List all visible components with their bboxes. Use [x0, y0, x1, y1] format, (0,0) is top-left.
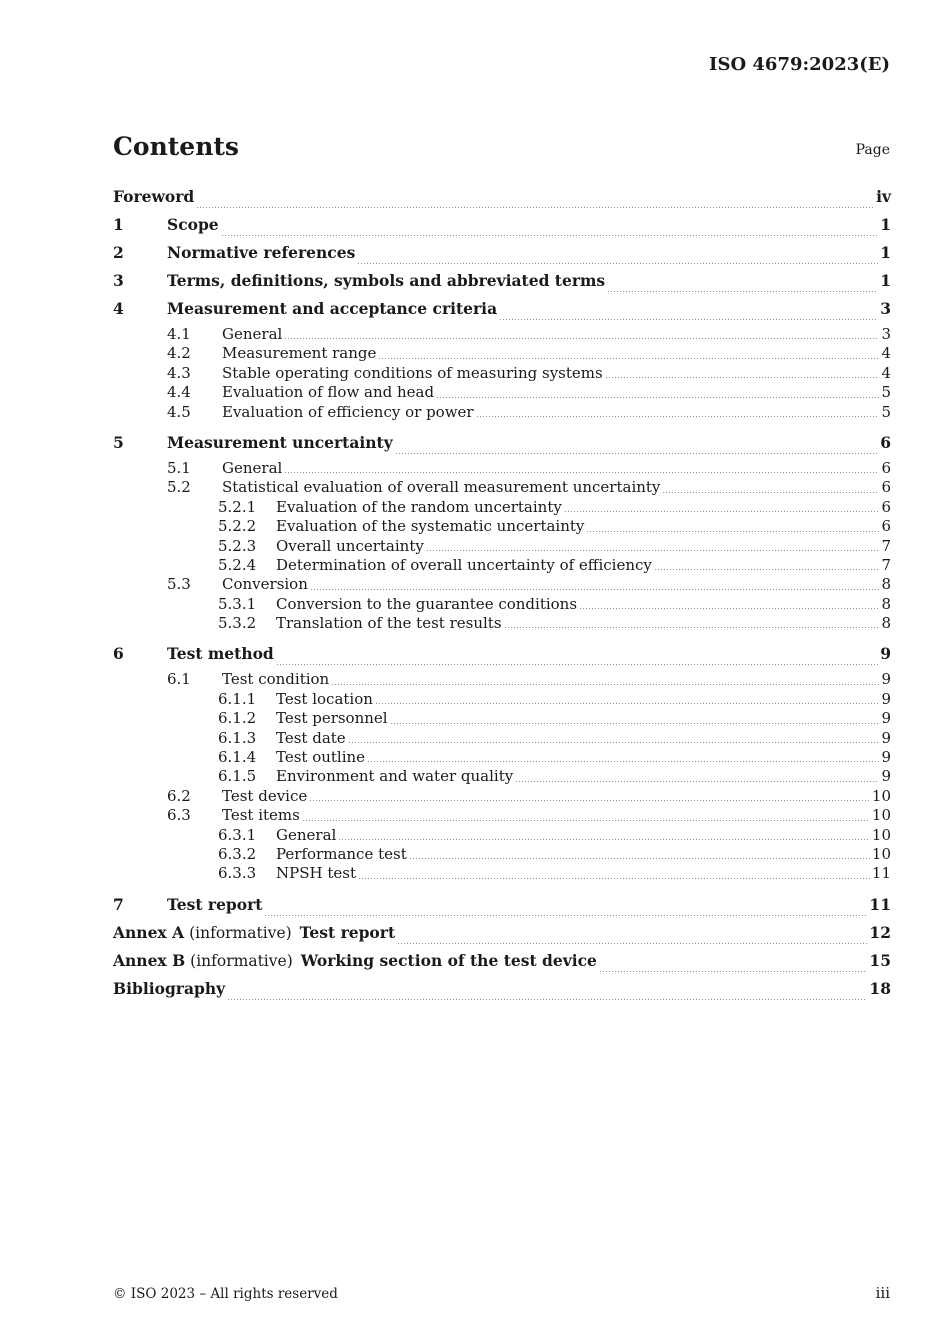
dot-leader	[504, 627, 880, 628]
toc-entry-title: Test report	[167, 894, 263, 914]
toc-entry-title: Statistical evaluation of overall measurement uncertainty	[222, 478, 661, 497]
toc-entry-title: Conversion to the guarantee conditions	[276, 594, 578, 613]
toc-entry-page: 9	[880, 644, 891, 664]
toc-entry-page: 9	[881, 670, 891, 689]
toc-entry-number: 5.3.2	[218, 614, 257, 633]
dot-leader	[196, 207, 874, 208]
toc-entry[interactable]	[113, 845, 891, 864]
toc-entry[interactable]	[113, 537, 891, 556]
dot-leader	[390, 723, 880, 724]
toc-entry[interactable]	[113, 709, 891, 728]
toc-entry-title: Working section of the test device	[300, 950, 597, 970]
toc-entry-page: 12	[869, 922, 891, 942]
page-number: iii	[875, 1284, 890, 1302]
contents-title: Contents	[113, 132, 240, 161]
toc-entry-page: 6	[881, 497, 891, 516]
toc-entry-number: 6.3.2	[218, 844, 257, 863]
toc-entry-page: 9	[881, 709, 891, 728]
toc-entry-number: 6.1.1	[218, 689, 257, 708]
dot-leader	[227, 999, 867, 1000]
toc-entry-title: Test device	[222, 786, 308, 805]
toc-entry-title: Test location	[276, 689, 373, 708]
toc-entry-title: Terms, definitions, symbols and abbreviated terms	[167, 271, 606, 290]
toc-entry-title: Foreword	[113, 187, 195, 206]
toc-entry[interactable]	[113, 517, 891, 536]
toc-entry-page: 11	[869, 894, 891, 914]
toc-entry-title: Test method	[167, 644, 274, 664]
toc-entry[interactable]	[113, 364, 891, 383]
toc-entry-page: 4	[881, 344, 891, 363]
dot-leader	[579, 608, 879, 609]
toc-entry[interactable]	[113, 787, 891, 806]
dot-leader	[409, 858, 870, 859]
dot-leader	[378, 358, 879, 359]
toc-entry-number: 5.3	[167, 575, 191, 594]
toc-entry-page: 6	[881, 478, 891, 497]
toc-entry[interactable]	[113, 826, 891, 845]
toc-entry[interactable]	[113, 977, 891, 1005]
toc-entry-title: Translation of the test results	[276, 614, 502, 633]
toc-entry-title: Test date	[276, 728, 346, 747]
dot-leader	[515, 781, 879, 782]
toc-annex-label: Annex A	[113, 922, 185, 942]
toc-entry[interactable]	[113, 864, 891, 883]
table-of-contents	[113, 185, 891, 1005]
toc-entry[interactable]	[113, 893, 891, 921]
dot-leader	[302, 820, 870, 821]
toc-entry[interactable]	[113, 344, 891, 363]
toc-entry-number: 4.3	[167, 363, 191, 382]
toc-entry-number: 6.1.5	[218, 767, 257, 786]
toc-entry[interactable]	[113, 213, 891, 241]
dot-leader	[605, 377, 880, 378]
dot-leader	[654, 569, 880, 570]
toc-entry-page: 11	[871, 864, 891, 883]
toc-entry[interactable]	[113, 269, 891, 297]
toc-entry-title: Measurement and acceptance criteria	[167, 299, 498, 318]
dot-leader	[476, 416, 880, 417]
toc-entry-number: 4.5	[167, 402, 191, 421]
dot-leader	[426, 550, 880, 551]
toc-entry[interactable]	[113, 729, 891, 748]
toc-entry-number: 6.1.2	[218, 709, 257, 728]
toc-entry-page: 9	[881, 748, 891, 767]
toc-entry[interactable]	[113, 670, 891, 689]
toc-entry-number: 6.1.3	[218, 728, 257, 747]
toc-annex-informative: (informative)	[190, 951, 293, 970]
toc-entry-title: Bibliography	[113, 978, 226, 998]
dot-leader	[436, 397, 879, 398]
toc-entry-number: 4.4	[167, 383, 191, 402]
toc-entry-number: 5.2.2	[218, 517, 257, 536]
toc-entry-page: iv	[876, 187, 891, 206]
page-column-label: Page	[855, 142, 890, 158]
dot-leader	[599, 971, 868, 972]
dot-leader	[358, 878, 870, 879]
dot-leader	[310, 589, 880, 590]
document-id: ISO 4679:2023(E)	[709, 54, 890, 75]
toc-entry-number: 6.1.4	[218, 748, 257, 767]
toc-entry-page: 6	[881, 458, 891, 477]
toc-entry-number: 6.2	[167, 786, 191, 805]
dot-leader	[264, 915, 867, 916]
toc-entry[interactable]	[113, 498, 891, 517]
toc-entry-number: 4.1	[167, 325, 191, 343]
dot-leader	[284, 472, 879, 473]
toc-entry-page: 8	[881, 594, 891, 613]
dot-leader	[367, 761, 879, 762]
toc-entry-number: 2	[113, 243, 124, 262]
toc-entry[interactable]	[113, 478, 891, 497]
toc-entry-page: 10	[871, 786, 891, 805]
toc-entry-number: 5.3.1	[218, 594, 257, 613]
toc-entry[interactable]	[113, 383, 891, 402]
toc-entry-title: Overall uncertainty	[276, 536, 424, 555]
toc-entry-page: 6	[881, 517, 891, 536]
toc-entry-title: General	[222, 458, 283, 477]
toc-entry-number: 6	[113, 644, 124, 664]
toc-entry[interactable]	[113, 595, 891, 614]
toc-entry[interactable]	[113, 431, 891, 459]
toc-entry-page: 7	[881, 555, 891, 574]
toc-entry-number: 5.2.1	[218, 497, 257, 516]
dot-leader	[348, 742, 880, 743]
toc-entry-title: Evaluation of efficiency or power	[222, 402, 474, 421]
toc-entry-number: 6.3.1	[218, 825, 257, 844]
toc-entry-title: General	[222, 325, 283, 343]
toc-entry-number: 6.3	[167, 806, 191, 825]
toc-entry-title: Test personnel	[276, 709, 388, 728]
toc-entry-page: 15	[869, 950, 891, 970]
toc-entry-page: 9	[881, 767, 891, 786]
toc-entry-title: Test items	[222, 806, 300, 825]
toc-entry[interactable]	[113, 325, 891, 344]
toc-entry[interactable]	[113, 403, 891, 422]
toc-entry[interactable]	[113, 575, 891, 594]
dot-leader	[499, 319, 878, 320]
toc-entry-number: 4	[113, 299, 124, 318]
toc-entry-page: 10	[871, 825, 891, 844]
toc-entry-title: General	[276, 825, 337, 844]
toc-entry-number: 5.1	[167, 458, 191, 477]
toc-entry[interactable]	[113, 556, 891, 575]
toc-entry-page: 3	[881, 325, 891, 343]
toc-entry-page: 10	[871, 844, 891, 863]
toc-entry-title: Normative references	[167, 243, 356, 262]
toc-entry[interactable]	[113, 921, 891, 949]
toc-entry-page: 5	[881, 383, 891, 402]
toc-entry-title: Test condition	[222, 670, 330, 689]
toc-entry[interactable]	[113, 297, 891, 325]
toc-entry-title: Conversion	[222, 575, 308, 594]
dot-leader	[357, 263, 878, 264]
toc-entry-number: 4.2	[167, 344, 191, 363]
toc-entry-page: 10	[871, 806, 891, 825]
toc-entry-page: 8	[881, 614, 891, 633]
toc-entry-title: Evaluation of the systematic uncertainty	[276, 517, 585, 536]
toc-entry[interactable]	[113, 806, 891, 825]
toc-entry-number: 5.2.4	[218, 555, 257, 574]
toc-entry-page: 1	[880, 271, 891, 290]
toc-entry-page: 9	[881, 689, 891, 708]
dot-leader	[221, 235, 879, 236]
toc-entry-title: Evaluation of flow and head	[222, 383, 435, 402]
dot-leader	[375, 703, 880, 704]
toc-entry-number: 6.1	[167, 670, 191, 689]
toc-entry[interactable]	[113, 185, 891, 213]
toc-entry-number: 5.2	[167, 478, 191, 497]
dot-leader	[607, 291, 878, 292]
toc-entry-page: 1	[880, 243, 891, 262]
toc-entry[interactable]	[113, 642, 891, 670]
dot-leader	[397, 943, 867, 944]
toc-entry[interactable]	[113, 767, 891, 786]
toc-entry-title: Measurement uncertainty	[167, 432, 393, 452]
toc-entry-number: 5	[113, 432, 124, 452]
toc-entry-page: 7	[881, 536, 891, 555]
dot-leader	[284, 338, 879, 339]
toc-entry-page: 18	[869, 978, 891, 998]
toc-entry-number: 6.3.3	[218, 864, 257, 883]
toc-entry-number: 1	[113, 215, 124, 234]
toc-entry-title: Test outline	[276, 748, 366, 767]
toc-entry-title: Stable operating conditions of measuring systems	[222, 363, 603, 382]
toc-entry-title: Performance test	[276, 844, 407, 863]
toc-entry-page: 1	[880, 215, 891, 234]
toc-entry-page: 8	[881, 575, 891, 594]
dot-leader	[331, 684, 879, 685]
toc-entry-title: Measurement range	[222, 344, 377, 363]
toc-entry[interactable]	[113, 748, 891, 767]
toc-entry-title: Scope	[167, 215, 219, 234]
toc-entry-title: Evaluation of the random uncertainty	[276, 497, 562, 516]
toc-entry-number: 5.2.3	[218, 536, 257, 555]
toc-entry-number: 3	[113, 271, 124, 290]
toc-entry-page: 6	[880, 432, 891, 452]
toc-entry[interactable]	[113, 949, 891, 977]
dot-leader	[395, 453, 878, 454]
dot-leader	[276, 664, 878, 665]
toc-entry-page: 4	[881, 363, 891, 382]
toc-entry[interactable]	[113, 690, 891, 709]
toc-entry-number: 7	[113, 894, 124, 914]
toc-entry-title: Environment and water quality	[276, 767, 514, 786]
toc-entry-page: 9	[881, 728, 891, 747]
toc-entry[interactable]	[113, 614, 891, 633]
dot-leader	[338, 839, 870, 840]
dot-leader	[586, 531, 879, 532]
toc-annex-informative: (informative)	[189, 923, 292, 942]
toc-entry-page: 5	[881, 402, 891, 421]
toc-entry[interactable]	[113, 459, 891, 478]
toc-entry-title: Test report	[299, 922, 396, 942]
dot-leader	[564, 511, 880, 512]
dot-leader	[662, 492, 879, 493]
dot-leader	[309, 800, 870, 801]
toc-entry-title: NPSH test	[276, 864, 356, 883]
toc-entry[interactable]	[113, 241, 891, 269]
toc-entry-title: Determination of overall uncertainty of efficiency	[276, 555, 652, 574]
toc-entry-page: 3	[880, 299, 891, 318]
toc-annex-label: Annex B	[113, 950, 186, 970]
copyright-footer: © ISO 2023 – All rights reserved	[113, 1286, 338, 1302]
